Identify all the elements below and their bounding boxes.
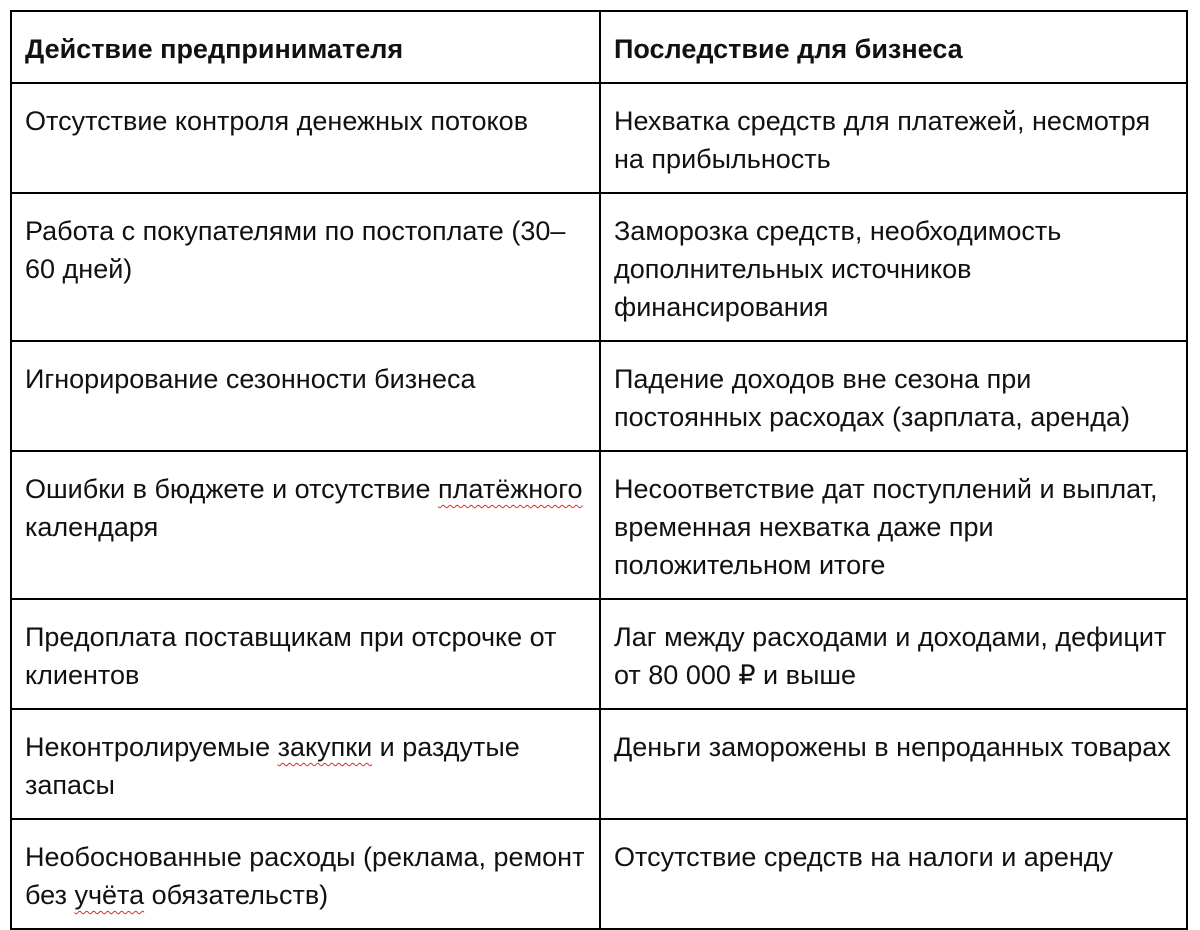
table-row bbox=[11, 451, 1187, 599]
action-cell: Работа с покупателями по постоплате (30–60 дней) bbox=[11, 193, 600, 341]
consequence-cell: Нехватка средств для платежей, несмотря на прибыльность bbox=[600, 83, 1187, 193]
consequence-cell: Отсутствие средств на налоги и аренду bbox=[600, 819, 1187, 929]
action-cell: Отсутствие контроля денежных потоков bbox=[11, 83, 600, 193]
action-cell: Неконтролируемые закупки и раздутые запасы bbox=[11, 709, 600, 819]
consequences-table bbox=[10, 10, 1188, 930]
table-row bbox=[11, 709, 1187, 819]
consequence-cell: Лаг между расходами и доходами, дефицит от 80 000 ₽ и выше bbox=[600, 599, 1187, 709]
consequence-cell: Заморозка средств, необходимость дополнительных источников финансирования bbox=[600, 193, 1187, 341]
table-header-row bbox=[11, 11, 1187, 83]
action-cell: Игнорирование сезонности бизнеса bbox=[11, 341, 600, 451]
header-consequence: Последствие для бизнеса bbox=[600, 11, 1187, 83]
table-row bbox=[11, 599, 1187, 709]
table-row bbox=[11, 83, 1187, 193]
action-cell: Предоплата поставщикам при отсрочке от клиентов bbox=[11, 599, 600, 709]
table-row bbox=[11, 819, 1187, 929]
spellcheck-word: платёжного bbox=[438, 474, 583, 504]
table-row bbox=[11, 341, 1187, 451]
header-action: Действие предпринимателя bbox=[11, 11, 600, 83]
table-row bbox=[11, 193, 1187, 341]
spellcheck-word: учёта bbox=[74, 880, 145, 910]
spellcheck-word: закупки bbox=[277, 732, 373, 762]
consequence-cell: Падение доходов вне сезона при постоянных расходах (зарплата, аренда) bbox=[600, 341, 1187, 451]
consequence-cell: Несоответствие дат поступлений и выплат, временная нехватка даже при положительном итоге bbox=[600, 451, 1187, 599]
action-cell: Необоснованные расходы (реклама, ремонт без учёта обязательств) bbox=[11, 819, 600, 929]
consequence-cell: Деньги заморожены в непроданных товарах bbox=[600, 709, 1187, 819]
action-cell: Ошибки в бюджете и отсутствие платёжного календаря bbox=[11, 451, 600, 599]
